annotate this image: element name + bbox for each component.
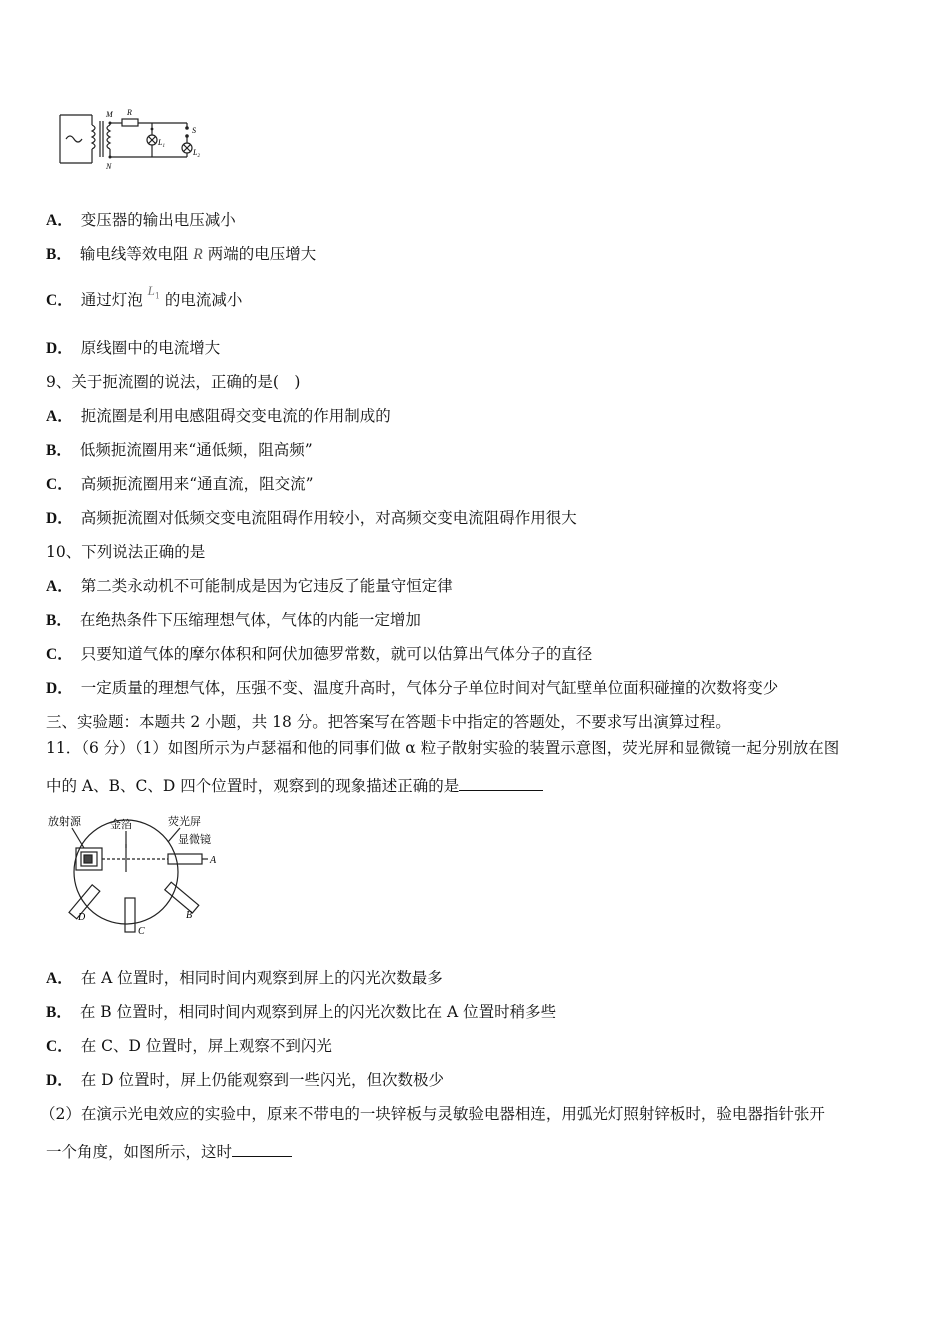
circuit-label-m: M — [106, 110, 113, 119]
option-text: 只要知道气体的摩尔体积和阿伏加德罗常数，就可以估算出气体分子的直径 — [80, 645, 593, 663]
circuit-label-l2: $L_2$ — [193, 148, 200, 159]
q10-stem: 10、下列说法正确的是 — [46, 543, 206, 561]
option-text: 一定质量的理想气体，压强不变、温度升高时，气体分子单位时间对气缸壁单位面积碰撞的次数将变少 — [80, 679, 779, 697]
q11-part2-line1: （2）在演示光电效应的实验中，原来不带电的一块锌板与灵敏验电器相连，用弧光灯照射锌板时，验电器指针张开 — [40, 1105, 825, 1123]
q11-part2-line2 — [46, 1142, 292, 1162]
option-text-after: 两端的电压增大 — [207, 245, 317, 263]
lamp-symbol: L1 — [147, 283, 160, 301]
option-label: B． — [46, 442, 72, 459]
option-text: 在 A 位置时，相同时间内观察到屏上的闪光次数最多 — [80, 969, 443, 987]
option-text-before: 通过灯泡 — [80, 291, 143, 309]
option-label: D． — [46, 340, 73, 357]
label-microscope: 显微镜 — [178, 834, 211, 846]
option-label: A． — [46, 578, 73, 595]
rutherford-scattering-figure — [44, 810, 224, 940]
q9-option-b — [46, 440, 313, 461]
q10-option-b — [46, 610, 421, 631]
q10-option-a — [46, 576, 453, 597]
q11-option-b — [46, 1002, 556, 1023]
q10-option-c — [46, 644, 592, 665]
section-heading: 三、实验题：本题共 2 小题，共 18 分。把答案写在答题卡中指定的答题处，不要求写出演算过程。 — [46, 713, 731, 731]
label-gold-foil: 金箔 — [110, 819, 132, 831]
option-text: 扼流圈是利用电感阻碍交变电流的作用制成的 — [80, 407, 391, 425]
option-text: 在 D 位置时，屏上仍能观察到一些闪光，但次数极少 — [80, 1071, 444, 1089]
q9-option-a — [46, 406, 391, 427]
resistance-symbol: R — [193, 246, 203, 263]
label-fluorescent-screen: 荧光屏 — [168, 816, 201, 828]
option-label: D． — [46, 510, 73, 527]
q11-option-c — [46, 1036, 332, 1057]
q11-part1-text: 中的 A、B、C、D 四个位置时，观察到的现象描述正确的是 — [46, 777, 460, 795]
option-label: C． — [46, 292, 73, 309]
q8-option-b — [46, 244, 316, 265]
circuit-label-l1: $L_1$ — [158, 138, 165, 149]
option-label: C． — [46, 1038, 73, 1055]
option-label: D． — [46, 1072, 73, 1089]
option-label: A． — [46, 212, 73, 229]
transformer-circuit-figure — [52, 95, 217, 175]
option-text: 高频扼流圈对低频交变电流阻碍作用较小，对高频交变电流阻碍作用很大 — [80, 509, 577, 527]
q11-part2-text: 一个角度，如图所示，这时 — [46, 1143, 233, 1161]
option-label: D． — [46, 680, 73, 697]
circuit-label-s: S — [192, 126, 196, 135]
option-text: 在 C、D 位置时，屏上观察不到闪光 — [80, 1037, 332, 1055]
option-label: B． — [46, 1004, 72, 1021]
position-b-label: B — [186, 910, 193, 921]
q8-option-c — [46, 283, 243, 317]
answer-blank[interactable] — [232, 1142, 292, 1157]
q11-part1-line2 — [46, 776, 543, 796]
answer-blank[interactable] — [459, 776, 543, 791]
option-text: 变压器的输出电压减小 — [80, 211, 236, 229]
option-text: 低频扼流圈用来“通低频，阻高频” — [79, 441, 313, 459]
option-text-after: 的电流减小 — [164, 291, 243, 309]
option-text: 高频扼流圈用来“通直流，阻交流” — [80, 475, 314, 493]
option-text: 原线圈中的电流增大 — [80, 339, 221, 357]
position-a-label: A — [210, 855, 217, 866]
q9-option-c — [46, 474, 314, 495]
option-text: 第二类永动机不可能制成是因为它违反了能量守恒定律 — [80, 577, 453, 595]
q8-option-d — [46, 338, 220, 359]
q11-option-d — [46, 1070, 444, 1091]
circuit-label-n: N — [106, 162, 112, 171]
option-text: 在绝热条件下压缩理想气体，气体的内能一定增加 — [79, 611, 421, 629]
q9-stem: 9、关于扼流圈的说法，正确的是( ) — [46, 373, 301, 391]
q8-option-a — [46, 210, 236, 231]
option-text: 在 B 位置时，相同时间内观察到屏上的闪光次数比在 A 位置时稍多些 — [79, 1003, 557, 1021]
option-label: C． — [46, 476, 73, 493]
position-c-label: C — [138, 926, 145, 937]
circuit-label-r: R — [127, 108, 132, 117]
option-label: A． — [46, 970, 73, 987]
option-label: B． — [46, 612, 72, 629]
option-label: A． — [46, 408, 73, 425]
q9-option-d — [46, 508, 577, 529]
position-d-label: D — [78, 912, 86, 923]
q11-part1-line1: 11．（6 分）（1）如图所示为卢瑟福和他的同事们做 α 粒子散射实验的装置示意图，荧光屏和显微镜一起分别放在图 — [46, 739, 840, 757]
option-text-before: 输电线等效电阻 — [79, 245, 189, 263]
option-label: C． — [46, 646, 73, 663]
option-label: B． — [46, 246, 72, 263]
label-radioactive-source: 放射源 — [48, 816, 81, 828]
q11-option-a — [46, 968, 443, 989]
q10-option-d — [46, 678, 778, 699]
